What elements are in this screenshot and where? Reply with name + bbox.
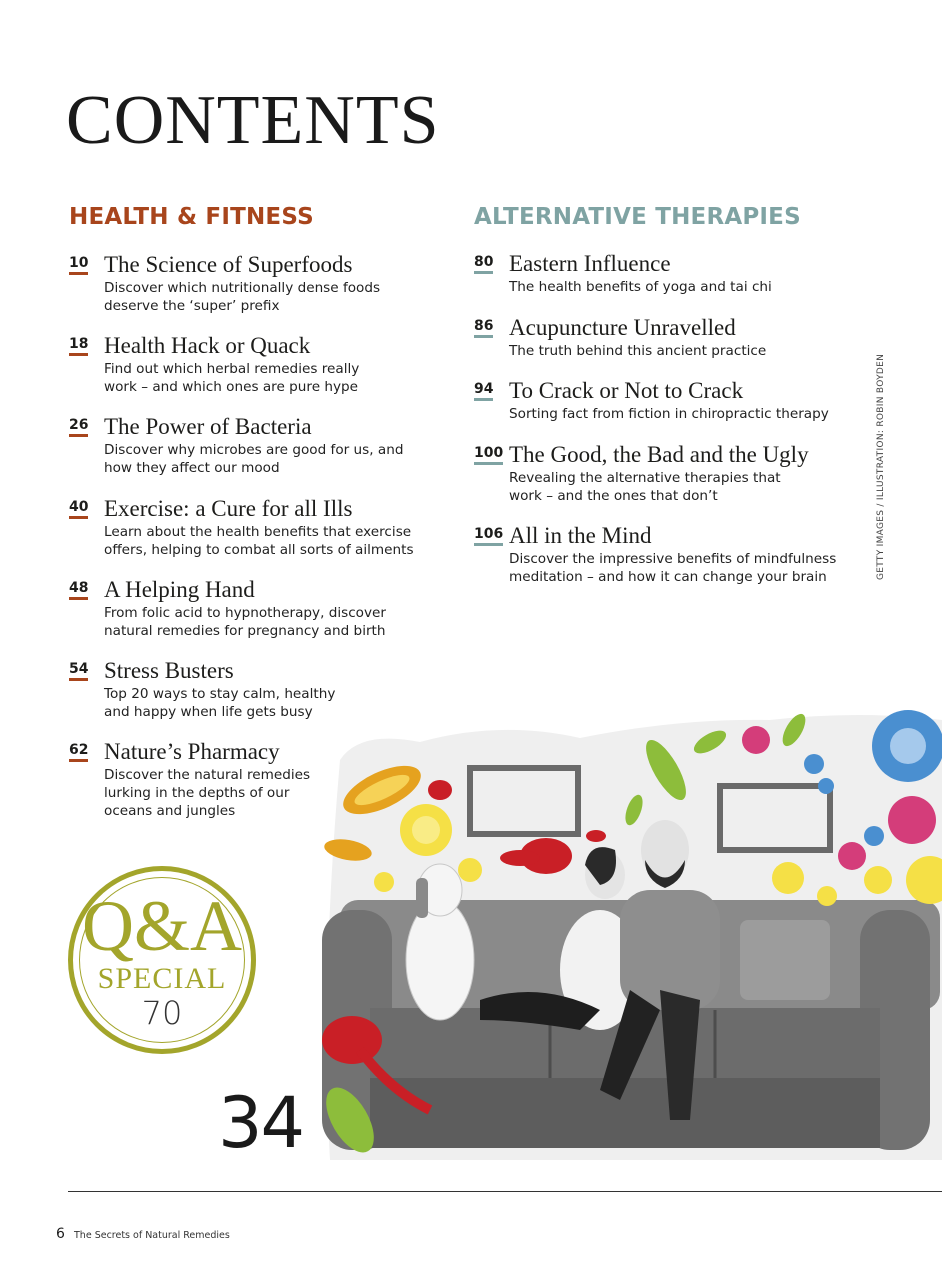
toc-entry-description: Discover the natural remedies lurking in the depths of our oceans and jungles [104, 767, 311, 819]
toc-entry-title: All in the Mind [509, 523, 652, 548]
toc-entry[interactable] [474, 317, 854, 361]
toc-entry[interactable] [474, 253, 854, 297]
toc-entry-title: The Good, the Bad and the Ugly [509, 442, 809, 467]
toc-entry[interactable] [474, 380, 864, 424]
badge-special-text: SPECIAL [97, 962, 227, 995]
toc-page-number: 10 [69, 256, 88, 275]
toc-entry-description: Learn about the health benefits that exercise offers, helping to combat all sorts of ailments [104, 524, 414, 558]
toc-entry[interactable] [69, 579, 449, 639]
toc-entry-title: Eastern Influence [509, 251, 671, 276]
toc-page-number: 94 [474, 382, 493, 401]
toc-entry-title: To Crack or Not to Crack [509, 378, 744, 403]
toc-entry-title: Health Hack or Quack [104, 333, 311, 358]
toc-page-number: 100 [474, 446, 503, 465]
toc-entry-description: Top 20 ways to stay calm, healthy and happy when life gets busy [104, 686, 336, 720]
toc-page-number: 86 [474, 319, 493, 338]
toc-entry[interactable] [474, 444, 854, 504]
page-title: CONTENTS [66, 82, 440, 159]
toc-entry-title: Exercise: a Cure for all Ills [104, 496, 353, 521]
toc-page-number: 18 [69, 337, 88, 356]
toc-entry-description: Discover why microbes are good for us, and how they affect our mood [104, 442, 404, 476]
toc-entry[interactable] [69, 498, 449, 558]
toc-entry-description: The health benefits of yoga and tai chi [509, 279, 772, 295]
toc-entry-description: Sorting fact from fiction in chiropractic therapy [509, 406, 829, 422]
badge-qa-text: Q&A [82, 886, 242, 966]
toc-entry-title: The Science of Superfoods [104, 252, 353, 277]
footer-page-number: 6 [56, 1226, 65, 1242]
toc-entry[interactable] [69, 416, 449, 476]
toc-entry-description: Find out which herbal remedies really work – and which ones are pure hype [104, 361, 360, 395]
toc-entry-description: Revealing the alternative therapies that work – and the ones that don’t [509, 470, 781, 504]
badge-page-number: 70 [141, 994, 183, 1032]
toc-entry-title: Stress Busters [104, 658, 234, 683]
toc-entry-description: Discover which nutritionally dense foods deserve the ‘super’ prefix [104, 280, 381, 314]
section-heading-alternative-therapies: ALTERNATIVE THERAPIES [474, 204, 801, 230]
footer-divider [68, 1191, 942, 1192]
toc-entry[interactable] [474, 525, 864, 585]
toc-entry-title: Nature’s Pharmacy [104, 739, 280, 764]
toc-entry-title: The Power of Bacteria [104, 414, 312, 439]
illustration-page-number[interactable]: 34 [218, 1082, 304, 1164]
qa-special-badge[interactable] [68, 866, 256, 1054]
toc-entry-title: A Helping Hand [104, 577, 255, 602]
toc-page-number: 40 [69, 500, 88, 519]
toc-entry-description: From folic acid to hypnotherapy, discover natural remedies for pregnancy and birth [104, 605, 386, 639]
toc-entry[interactable] [69, 335, 449, 395]
photo-credit: GETTY IMAGES / ILLUSTRATION: ROBIN BOYDEN [876, 353, 886, 580]
toc-page-number: 62 [69, 743, 88, 762]
toc-entry-title: Acupuncture Unravelled [509, 315, 736, 340]
toc-page-number: 106 [474, 527, 503, 546]
toc-page-number: 26 [69, 418, 88, 437]
couple-on-sofa-illustration[interactable] [300, 690, 942, 1160]
section-heading-health-fitness: HEALTH & FITNESS [69, 204, 314, 230]
toc-entry-description: The truth behind this ancient practice [509, 343, 767, 359]
toc-entry-description: Discover the impressive benefits of mindfulness meditation – and how it can change your brain [509, 551, 837, 585]
sofa-microbes-illustration-icon [300, 690, 942, 1160]
footer-publication-title: The Secrets of Natural Remedies [74, 1230, 230, 1241]
toc-page-number: 54 [69, 662, 88, 681]
toc-entry[interactable] [69, 254, 449, 314]
toc-page-number: 80 [474, 255, 493, 274]
toc-page-number: 48 [69, 581, 88, 600]
